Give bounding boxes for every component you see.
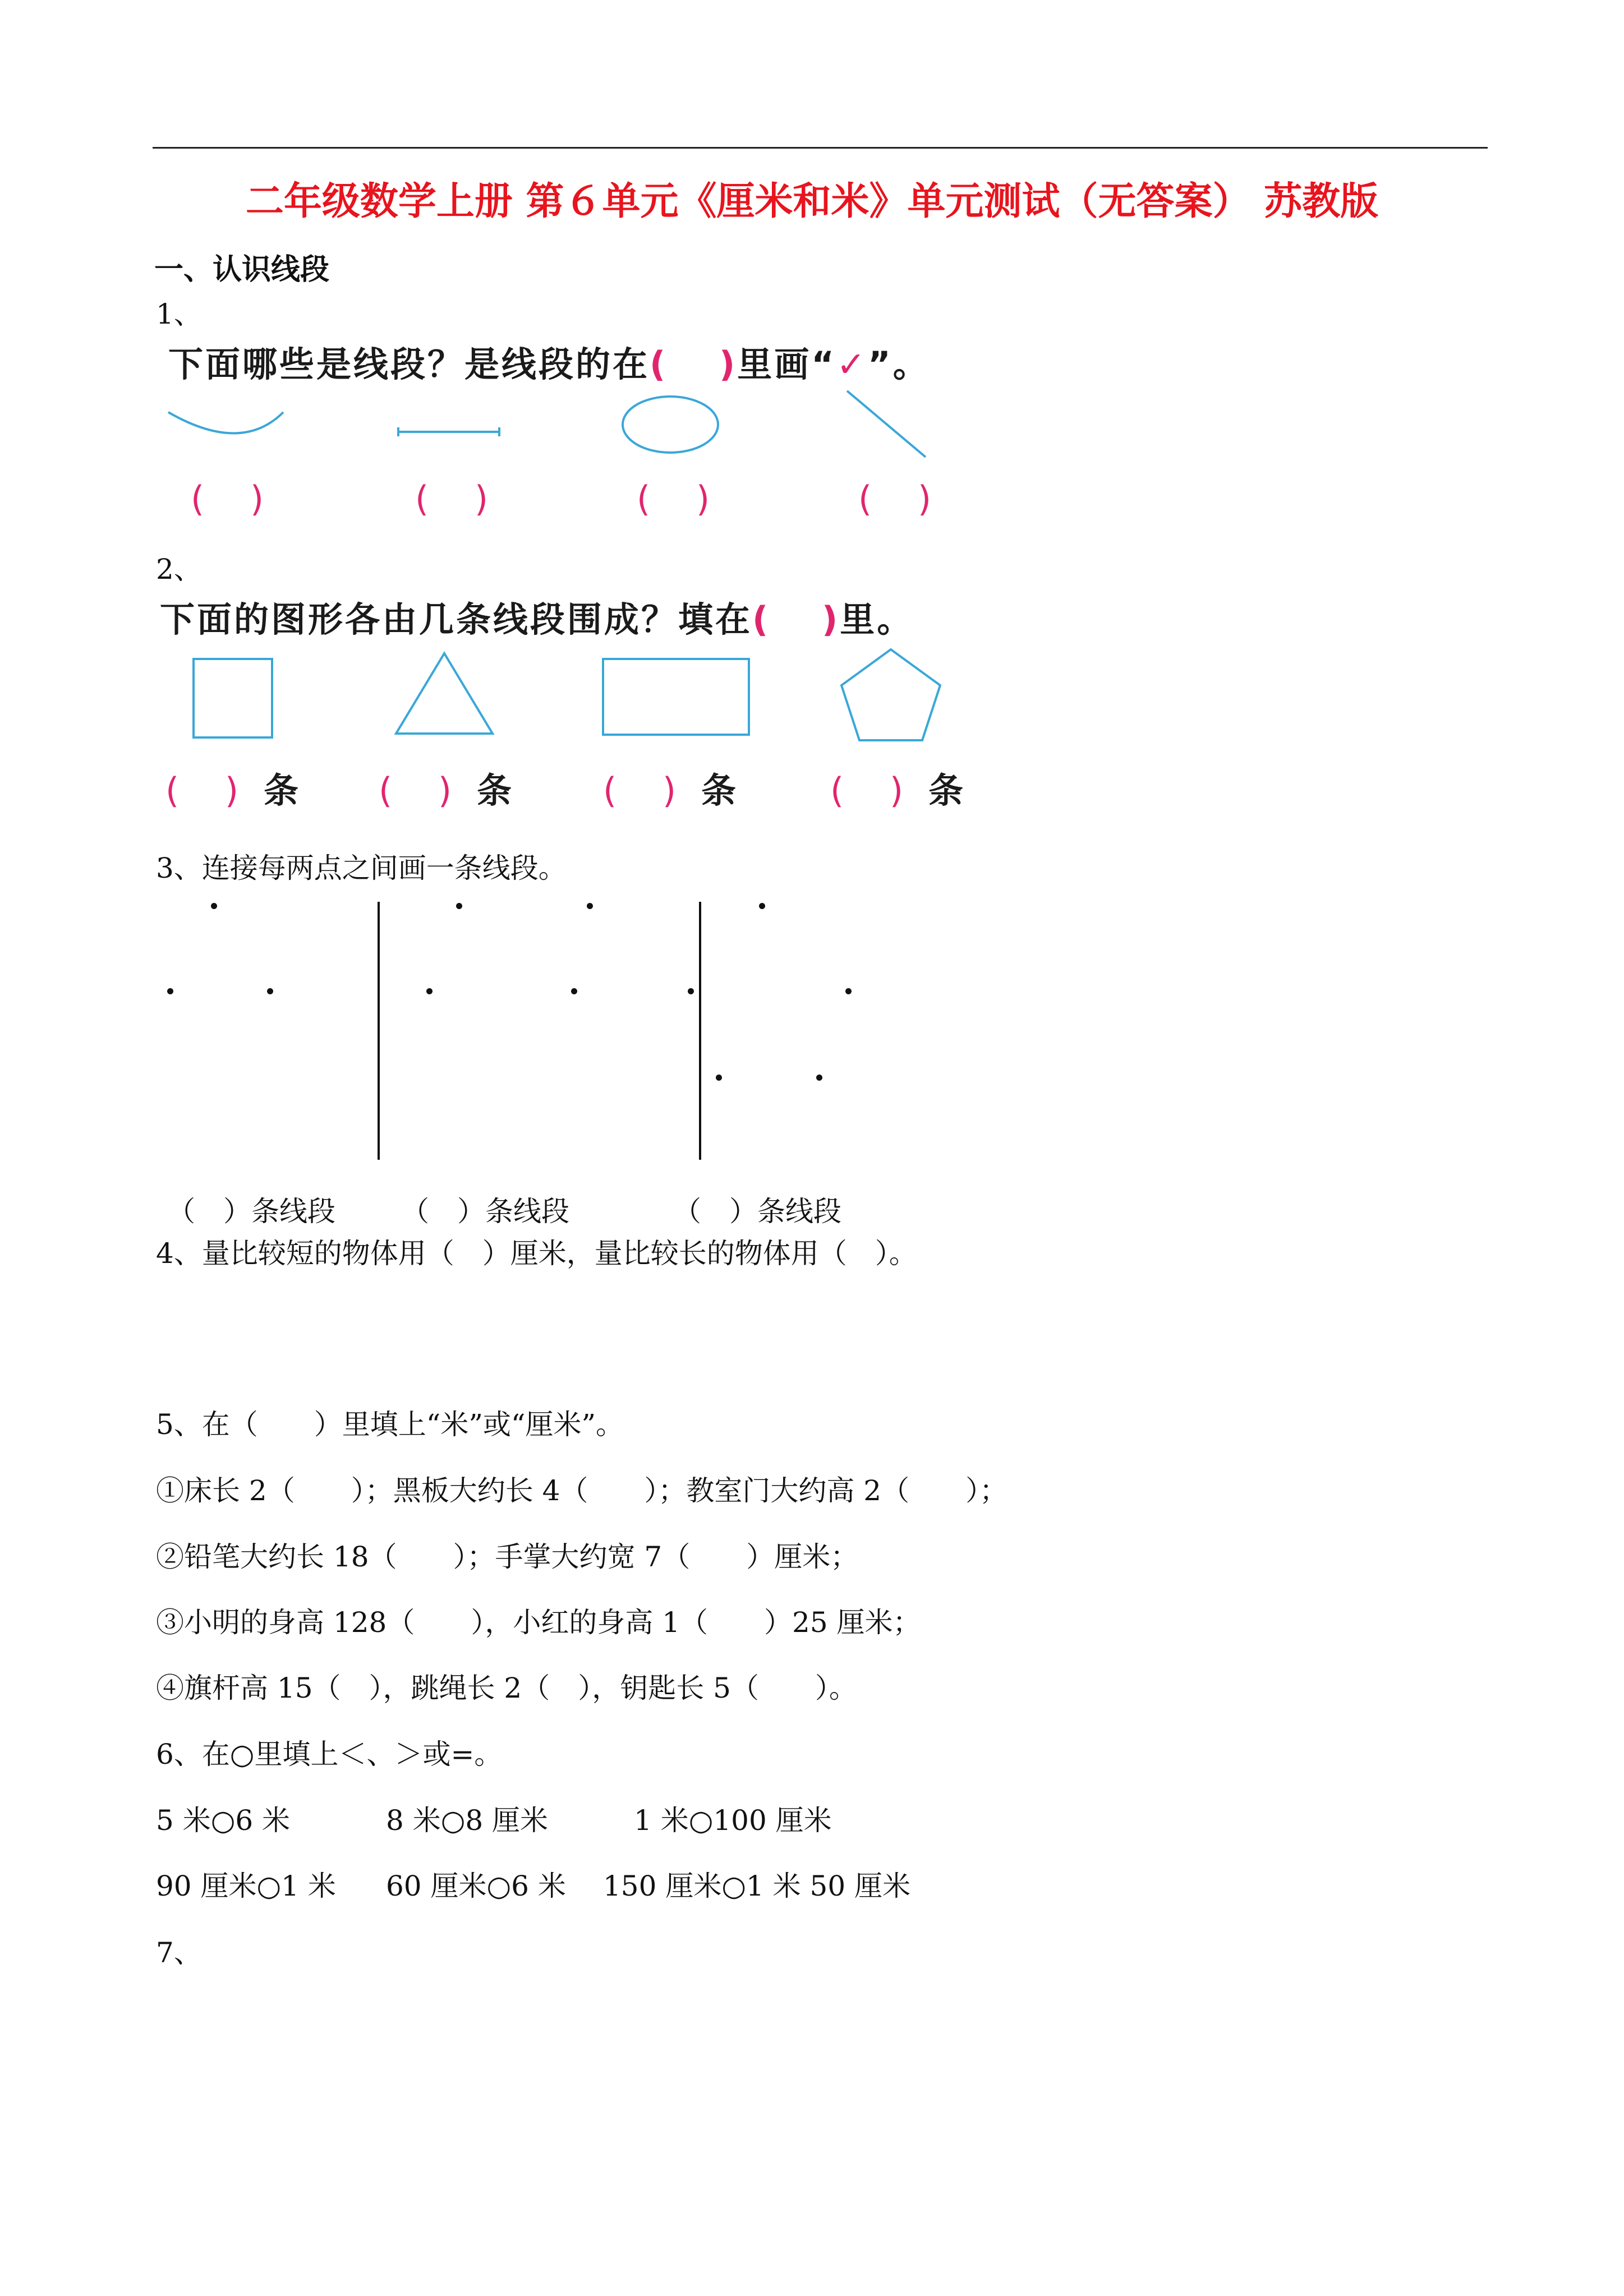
rectangle-shape [603,659,749,735]
q2-prompt-paren: ( ) [752,599,840,640]
q3-answer-3[interactable]: （ ）条线段 [673,1195,841,1228]
q1-prompt-a: 下面哪些是线段？是线段的在 [168,344,650,385]
q3-point [167,988,173,994]
q3-point [716,1075,722,1081]
q2-unit-4: 条 [928,770,964,811]
q2-blank-4[interactable]: ( ) [830,770,904,811]
arc-shape [168,412,283,434]
q2-prompt-a: 下面的图形各由几条线段围成？填在 [160,599,753,640]
q7-text: 7、 [156,1937,202,1969]
q3-answer-1[interactable]: （ ）条线段 [167,1195,335,1228]
q3-answer-2[interactable]: （ ）条线段 [401,1195,569,1228]
q1-blank-2[interactable]: ( ) [415,478,489,519]
square-shape [194,659,272,737]
q3-point [211,903,217,909]
q3-point [571,988,577,994]
q3-divider [378,902,380,1160]
q1-prompt-b: 里画“ [737,344,837,385]
q6-text: 6、在○里填上＜、＞或=。 [156,1738,503,1771]
q2-prompt [160,592,914,642]
triangle-shape [396,653,493,734]
q2-unit-3: 条 [701,770,737,811]
q1-prompt-paren: ( ) [650,344,738,385]
q6-item: 150 厘米○1 米 50 厘米 [603,1870,911,1902]
q1-blank-1[interactable]: ( ) [191,478,264,519]
q3-text: 3、连接每两点之间画一条线段。 [156,852,567,884]
q2-blank-2[interactable]: ( ) [379,770,452,811]
q2-unit-2: 条 [477,770,512,811]
ellipse-shape [623,397,718,453]
q3-divider [699,902,701,1160]
q2-number: 2、 [156,553,202,585]
q3-point [456,903,462,909]
q2-prompt-b: 里。 [840,599,914,640]
q5-item-2: ②铅笔大约长 18（ ）；手掌大约宽 7（ ）厘米； [156,1541,859,1573]
q6-item: 90 厘米○1 米 [156,1870,336,1902]
q5-text: 5、在（ ）里填上“米”或“厘米”。 [156,1408,624,1441]
q6-item: 60 厘米○6 米 [386,1870,566,1902]
q2-blank-1[interactable]: ( ) [165,770,239,811]
q3-point [759,903,765,909]
q3-point [267,988,273,994]
q6-item: 5 米○6 米 [156,1804,291,1837]
q1-number: 1、 [156,298,202,330]
q5-item-1: ①床长 2（ ）；黑板大约长 4（ ）；教室门大约高 2（ ）； [156,1474,1008,1507]
pentagon-shape [841,649,940,740]
q6-item: 8 米○8 厘米 [386,1804,549,1837]
q3-point [587,903,593,909]
segment-shape [398,427,499,436]
q1-blank-4[interactable]: ( ) [858,478,932,519]
check-mark-icon: ✓ [836,344,868,385]
q1-blank-3[interactable]: ( ) [637,478,710,519]
q1-prompt-c: ”。 [867,344,930,385]
q3-point [816,1075,822,1081]
q3-point [688,988,694,994]
q4-text: 4、量比较短的物体用（ ）厘米，量比较长的物体用（ ）。 [156,1237,917,1270]
q2-unit-1: 条 [264,770,299,811]
q2-blank-3[interactable]: ( ) [603,770,677,811]
page-title: 二年级数学上册 第６单元《厘米和米》单元测试（无答案） 苏教版 [245,179,1379,224]
q5-item-3: ③小明的身高 128（ ），小红的身高 1（ ）25 厘米； [156,1606,921,1639]
q3-point [845,988,852,994]
q6-item: 1 米○100 厘米 [634,1804,832,1837]
q3-point [426,988,433,994]
section-heading: 一、认识线段 [154,253,330,287]
q5-item-4: ④旗杆高 15（ ），跳绳长 2（ ），钥匙长 5（ ）。 [156,1672,857,1704]
diagonal-segment-shape [847,391,926,457]
